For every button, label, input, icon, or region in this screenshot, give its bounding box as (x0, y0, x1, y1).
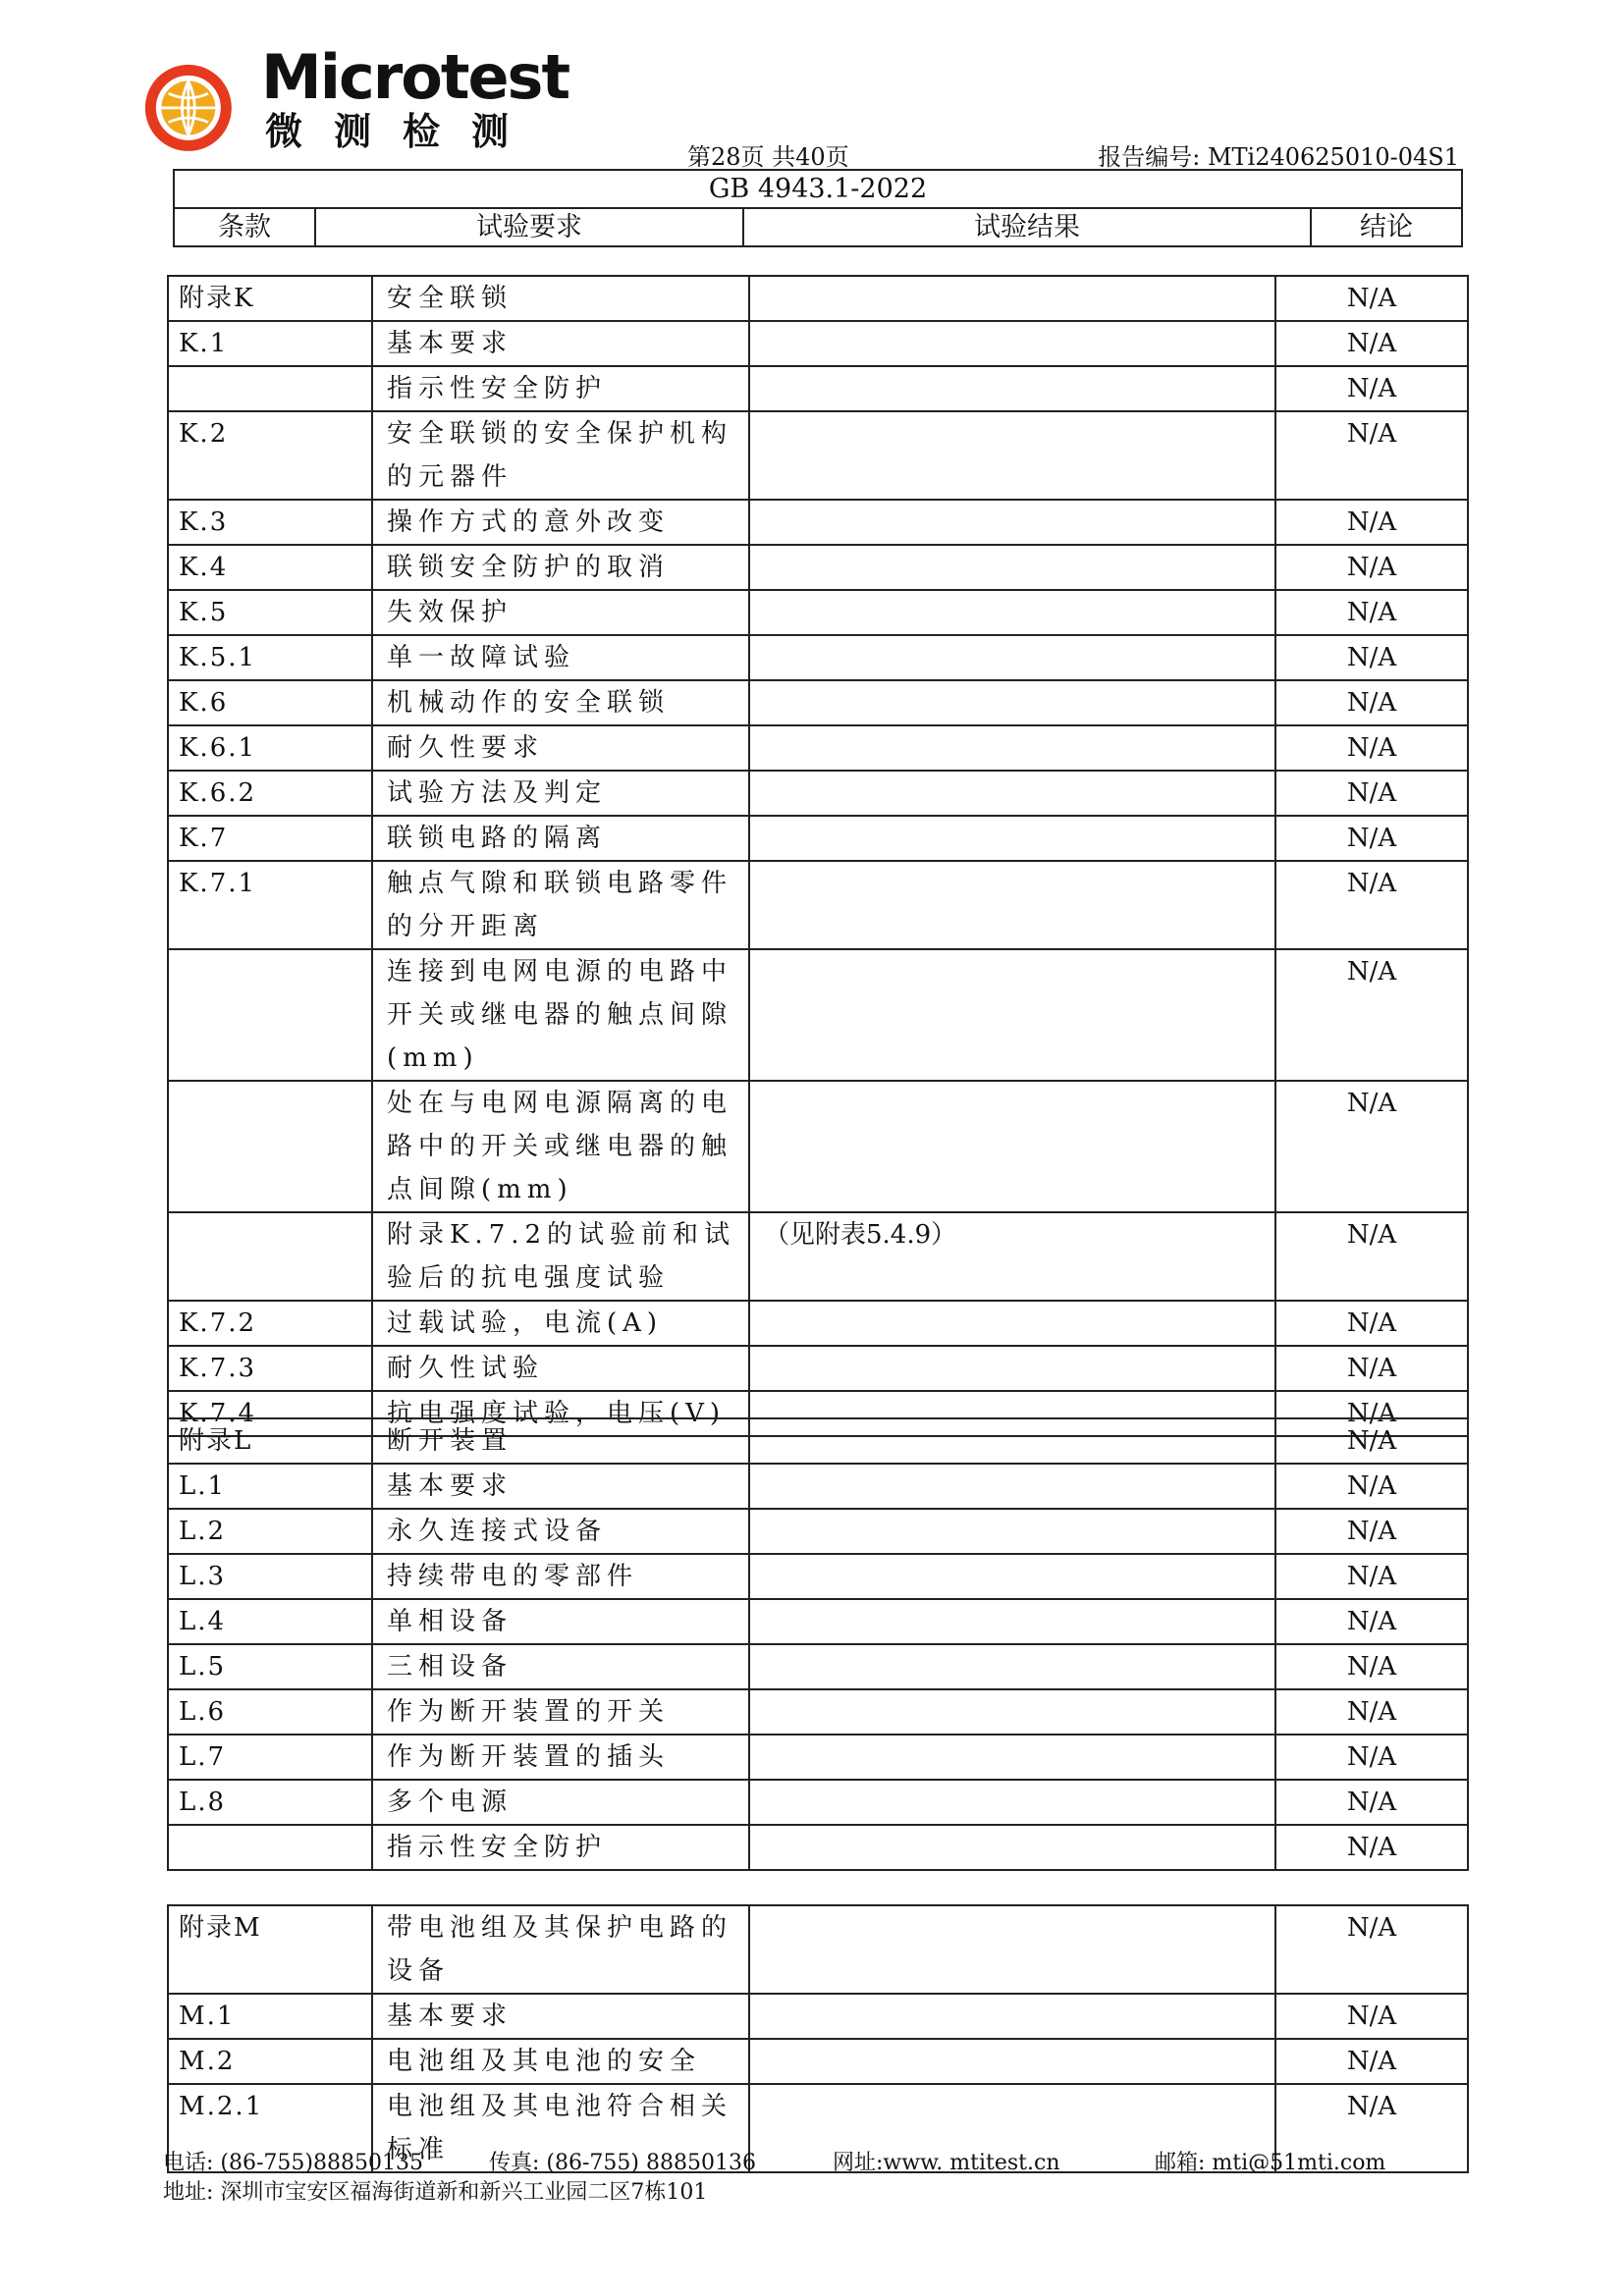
clause-cell: L.1 (168, 1464, 372, 1509)
requirement-cell: 安全联锁的安全保护机构的元器件 (372, 411, 749, 500)
table-row (168, 1780, 1468, 1825)
table-row (168, 1212, 1468, 1301)
clause-cell: K.6 (168, 680, 372, 725)
clause-cell: M.2 (168, 2039, 372, 2084)
verdict-cell: N/A (1275, 1391, 1468, 1436)
verdict-cell: N/A (1275, 1735, 1468, 1780)
verdict-cell: N/A (1275, 1994, 1468, 2039)
requirement-cell: 试验方法及判定 (372, 771, 749, 816)
result-cell (749, 861, 1275, 949)
requirement-cell: 基本要求 (372, 1994, 749, 2039)
requirement-cell: 联锁电路的隔离 (372, 816, 749, 861)
clause-cell: 附录L (168, 1418, 372, 1464)
clause-cell (168, 1081, 372, 1212)
clause-cell: 附录M (168, 1905, 372, 1994)
requirement-cell: 连接到电网电源的电路中开关或继电器的触点间隙(mm) (372, 949, 749, 1081)
clause-cell: L.6 (168, 1689, 372, 1735)
table-row (168, 1346, 1468, 1391)
requirement-cell: 三相设备 (372, 1644, 749, 1689)
verdict-cell: N/A (1275, 1346, 1468, 1391)
result-cell (749, 1301, 1275, 1346)
footer-tel: 电话: (86-755)88850135 (163, 2151, 423, 2175)
requirement-cell: 联锁安全防护的取消 (372, 545, 749, 590)
column-header-verdict: 结论 (1311, 208, 1462, 246)
footer-email: 邮箱: mti@51mti.com (1155, 2151, 1386, 2175)
result-cell (749, 2039, 1275, 2084)
requirement-cell: 耐久性试验 (372, 1346, 749, 1391)
verdict-cell: N/A (1275, 2084, 1468, 2172)
verdict-cell: N/A (1275, 1599, 1468, 1644)
result-cell (749, 1994, 1275, 2039)
clause-cell: K.7.1 (168, 861, 372, 949)
clause-cell: K.7.2 (168, 1301, 372, 1346)
result-cell (749, 1464, 1275, 1509)
table-row (168, 1825, 1468, 1870)
requirement-cell: 持续带电的零部件 (372, 1554, 749, 1599)
requirement-cell: 作为断开装置的插头 (372, 1735, 749, 1780)
requirement-cell: 单一故障试验 (372, 635, 749, 680)
result-cell (749, 1418, 1275, 1464)
result-cell (749, 725, 1275, 771)
clause-cell: K.1 (168, 321, 372, 366)
brand-name-cn: 微测检测 (265, 110, 541, 153)
result-cell (749, 321, 1275, 366)
requirement-cell: 操作方式的意外改变 (372, 500, 749, 545)
clause-cell (168, 366, 372, 411)
result-cell (749, 276, 1275, 321)
clause-cell: K.4 (168, 545, 372, 590)
table-row (168, 1735, 1468, 1780)
table-row (168, 1418, 1468, 1464)
clause-cell: L.4 (168, 1599, 372, 1644)
result-cell (749, 500, 1275, 545)
verdict-cell: N/A (1275, 816, 1468, 861)
requirement-cell: 永久连接式设备 (372, 1509, 749, 1554)
result-cell (749, 1644, 1275, 1689)
verdict-cell: N/A (1275, 276, 1468, 321)
table-row (168, 1644, 1468, 1689)
result-cell (749, 545, 1275, 590)
requirement-cell: 断开装置 (372, 1418, 749, 1464)
verdict-cell: N/A (1275, 366, 1468, 411)
verdict-cell: N/A (1275, 861, 1468, 949)
verdict-cell: N/A (1275, 771, 1468, 816)
verdict-cell: N/A (1275, 1780, 1468, 1825)
requirement-cell: 基本要求 (372, 321, 749, 366)
table-row (168, 1464, 1468, 1509)
requirement-cell: 单相设备 (372, 1599, 749, 1644)
result-cell (749, 1509, 1275, 1554)
table-row (168, 276, 1468, 321)
clause-cell: L.2 (168, 1509, 372, 1554)
table-row (168, 411, 1468, 500)
result-cell (749, 590, 1275, 635)
column-header-requirement: 试验要求 (315, 208, 743, 246)
table-row (168, 1994, 1468, 2039)
clause-cell: M.1 (168, 1994, 372, 2039)
requirement-cell: 指示性安全防护 (372, 1825, 749, 1870)
clause-cell: L.5 (168, 1644, 372, 1689)
requirement-cell: 抗电强度试验，电压(V) (372, 1391, 749, 1436)
clause-cell (168, 1212, 372, 1301)
verdict-cell: N/A (1275, 1509, 1468, 1554)
verdict-cell: N/A (1275, 545, 1468, 590)
footer-address: 地址: 深圳市宝安区福海街道新和新兴工业园二区7栋101 (163, 2180, 708, 2205)
standard-title: GB 4943.1-2022 (174, 170, 1462, 208)
table-row (168, 1599, 1468, 1644)
annex-l-table (167, 1417, 1469, 1871)
clause-cell: L.3 (168, 1554, 372, 1599)
verdict-cell: N/A (1275, 1212, 1468, 1301)
table-row (168, 1689, 1468, 1735)
result-cell: （见附表5.4.9） (749, 1212, 1275, 1301)
verdict-cell: N/A (1275, 725, 1468, 771)
clause-cell: K.6.1 (168, 725, 372, 771)
requirement-cell: 触点气隙和联锁电路零件的分开距离 (372, 861, 749, 949)
column-header-clause: 条款 (174, 208, 315, 246)
header-table (173, 169, 1463, 247)
table-row (168, 1301, 1468, 1346)
requirement-cell: 带电池组及其保护电路的设备 (372, 1905, 749, 1994)
footer-web: 网址:www. mtitest.cn (833, 2151, 1060, 2175)
clause-cell: K.7.4 (168, 1391, 372, 1436)
verdict-cell: N/A (1275, 321, 1468, 366)
verdict-cell: N/A (1275, 1689, 1468, 1735)
result-cell (749, 680, 1275, 725)
table-row (168, 949, 1468, 1081)
result-cell (749, 1599, 1275, 1644)
result-cell (749, 1689, 1275, 1735)
result-cell (749, 1554, 1275, 1599)
annex-m-table (167, 1904, 1469, 2173)
result-cell (749, 1735, 1275, 1780)
verdict-cell: N/A (1275, 1644, 1468, 1689)
verdict-cell: N/A (1275, 949, 1468, 1081)
table-row (168, 2039, 1468, 2084)
result-cell (749, 949, 1275, 1081)
verdict-cell: N/A (1275, 2039, 1468, 2084)
requirement-cell: 处在与电网电源隔离的电路中的开关或继电器的触点间隙(mm) (372, 1081, 749, 1212)
result-cell (749, 816, 1275, 861)
table-row (168, 635, 1468, 680)
result-cell (749, 635, 1275, 680)
verdict-cell: N/A (1275, 1081, 1468, 1212)
verdict-cell: N/A (1275, 1464, 1468, 1509)
table-row (168, 545, 1468, 590)
annex-k-table (167, 275, 1469, 1437)
result-cell (749, 1780, 1275, 1825)
clause-cell: K.6.2 (168, 771, 372, 816)
clause-cell: 附录K (168, 276, 372, 321)
table-row (168, 725, 1468, 771)
table-row (168, 500, 1468, 545)
result-cell (749, 1081, 1275, 1212)
requirement-cell: 安全联锁 (372, 276, 749, 321)
requirement-cell: 机械动作的安全联锁 (372, 680, 749, 725)
result-cell (749, 771, 1275, 816)
verdict-cell: N/A (1275, 1301, 1468, 1346)
clause-cell: K.5.1 (168, 635, 372, 680)
verdict-cell: N/A (1275, 635, 1468, 680)
table-row (168, 1509, 1468, 1554)
requirement-cell: 过载试验，电流(A) (372, 1301, 749, 1346)
page-number: 第28页 共40页 (687, 143, 849, 171)
report-number: 报告编号: MTi240625010-04S1 (1098, 143, 1459, 171)
verdict-cell: N/A (1275, 500, 1468, 545)
result-cell (749, 411, 1275, 500)
table-row (168, 1905, 1468, 1994)
requirement-cell: 附录K.7.2的试验前和试验后的抗电强度试验 (372, 1212, 749, 1301)
verdict-cell: N/A (1275, 1825, 1468, 1870)
result-cell (749, 1346, 1275, 1391)
table-row (168, 321, 1468, 366)
verdict-cell: N/A (1275, 1905, 1468, 1994)
table-row (168, 1081, 1468, 1212)
requirement-cell: 耐久性要求 (372, 725, 749, 771)
clause-cell: M.2.1 (168, 2084, 372, 2172)
footer-fax: 传真: (86-755) 88850136 (489, 2151, 756, 2175)
table-row (168, 680, 1468, 725)
clause-cell: K.2 (168, 411, 372, 500)
clause-cell: K.7.3 (168, 1346, 372, 1391)
clause-cell: K.5 (168, 590, 372, 635)
requirement-cell: 多个电源 (372, 1780, 749, 1825)
verdict-cell: N/A (1275, 680, 1468, 725)
requirement-cell: 电池组及其电池符合相关标准 (372, 2084, 749, 2172)
requirement-cell: 失效保护 (372, 590, 749, 635)
table-row (168, 1554, 1468, 1599)
clause-cell: L.8 (168, 1780, 372, 1825)
clause-cell: L.7 (168, 1735, 372, 1780)
clause-cell: K.7 (168, 816, 372, 861)
clause-cell (168, 1825, 372, 1870)
result-cell (749, 1825, 1275, 1870)
brand-name-en: Microtest (261, 41, 569, 113)
verdict-cell: N/A (1275, 1554, 1468, 1599)
verdict-cell: N/A (1275, 411, 1468, 500)
table-row (168, 366, 1468, 411)
table-row (168, 771, 1468, 816)
column-header-result: 试验结果 (743, 208, 1311, 246)
requirement-cell: 基本要求 (372, 1464, 749, 1509)
clause-cell: K.3 (168, 500, 372, 545)
verdict-cell: N/A (1275, 590, 1468, 635)
table-row (168, 861, 1468, 949)
verdict-cell: N/A (1275, 1418, 1468, 1464)
requirement-cell: 作为断开装置的开关 (372, 1689, 749, 1735)
requirement-cell: 电池组及其电池的安全 (372, 2039, 749, 2084)
clause-cell (168, 949, 372, 1081)
company-logo (143, 53, 251, 161)
table-row (168, 816, 1468, 861)
result-cell (749, 366, 1275, 411)
table-row (168, 590, 1468, 635)
requirement-cell: 指示性安全防护 (372, 366, 749, 411)
result-cell (749, 1905, 1275, 1994)
